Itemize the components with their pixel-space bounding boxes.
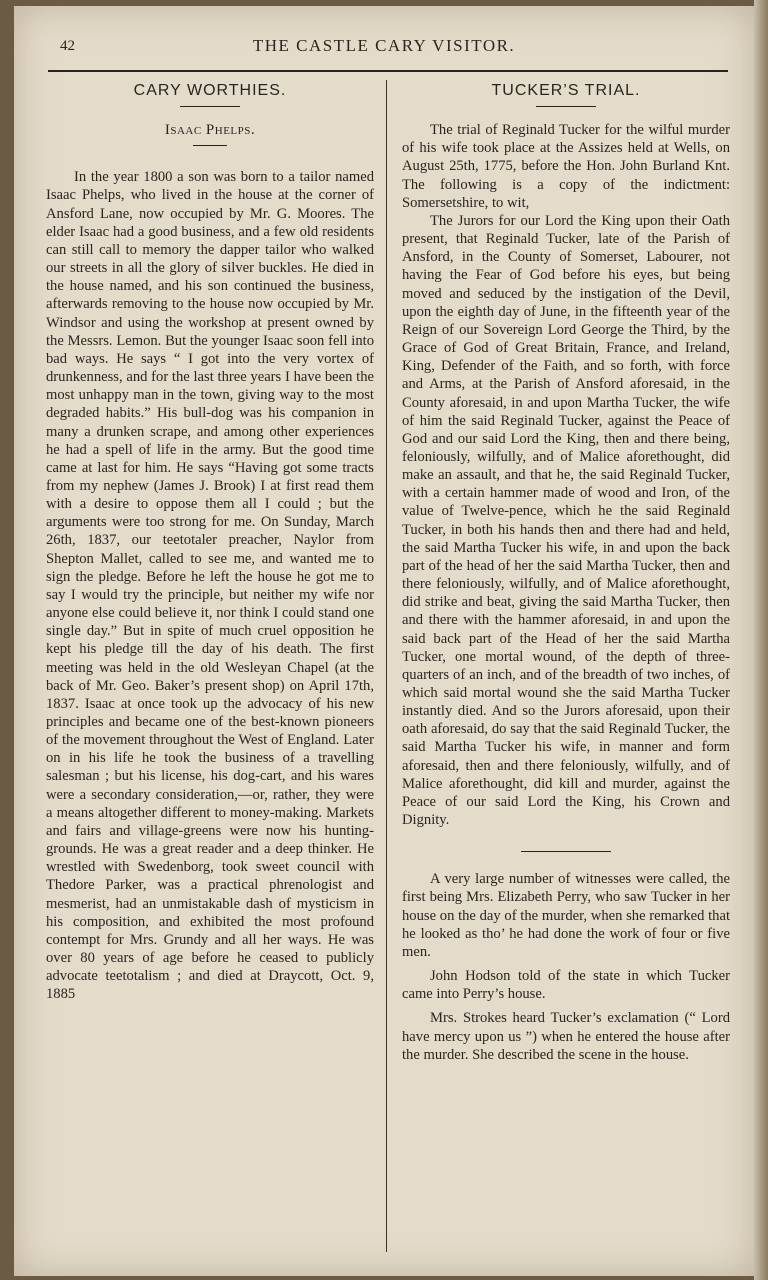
witness-paragraph: John Hodson told of the state in which Tucker came into Perry’s house. (402, 968, 730, 1003)
column-divider (386, 80, 387, 1252)
witness-paragraph: Mrs. Strokes heard Tucker’s exclamation (“ Lord have mercy upon us ”) when he entered the house after the murder. She described the scene in the house. (402, 1010, 730, 1063)
page-number: 42 (60, 38, 75, 54)
heading-rule (536, 106, 596, 107)
journal-page (14, 6, 754, 1276)
article-subheading-isaac-phelps: Isaac Phelps. (164, 122, 256, 139)
section-rule (521, 851, 611, 852)
journal-title: THE CASTLE CARY VISITOR. (252, 36, 516, 55)
right-column (402, 80, 730, 1064)
article-heading-cary-worthies: CARY WORTHIES. (133, 82, 287, 99)
page-header (44, 32, 724, 66)
indictment-paragraph: The Jurors for our Lord the King upon their Oath present, that Reginald Tucker, late of the Parish of Ansford, in the County of Somerset, Labourer, not having the Fear of God before his eyes, but being moved and seduced by the instigation of the Devil, upon the eighth day of June, in the fifteenth year of the Reign of our Sovereign Lord George the Third, by the Grace of God of Great Britain, France, and Ireland, King, Defender of the Faith, and so forth, with force and Arms, at the Parish of Ansford aforesaid, in the County aforesaid, in and upon Martha Tucker, the wife of him the said Reginald Tucker, against the Peace of God and our said Lord the King, then and there being, feloniously, wilfully, and of Malice aforethought, did make an assault, and that he, the said Reginald Tucker, with a certain hammer made of wood and Iron, of the value of Twelve-pence, which he the said Reginald Tucker, in both his hands then and there had and held, the said Martha Tucker his wife, in and upon the back part of the head of her the said Martha Tucker, then and there feloniously, wilfully, and of Malice aforethought, did strike and beat, giving the said Martha Tucker, then and there with the hammer aforesaid, in and upon the said back part of the Head of her the said Martha Tucker, one mortal wound, of the depth of three-quarters of an inch, and of the breadth of two inches, of which said mortal wound she the said Martha Tucker instantly died. And so the Jurors aforesaid, upon their oath aforesaid, do say that the said Reginald Tucker, the said Martha Tucker his wife, in manner and form aforesaid, then and there feloniously, wilfully, and of Malice aforethought, did kill and murder, against the Peace of our said Lord the King, his Crown and Dignity. (402, 212, 730, 829)
article-paragraph: The trial of Reginald Tucker for the wilful murder of his wife took place at the Assizes held at Wells, on August 25th, 1775, before the Hon. John Burland Knt. The following is a copy of the indictment: Somersetshire, to wit, (402, 122, 730, 211)
subheading-dash (193, 145, 227, 146)
witness-paragraph: A very large number of witnesses were called, the first being Mrs. Elizabeth Perry, who saw Tucker in her house on the day of the murder, when she remarked that he looked as tho’ he had done the work of four or five men. (402, 871, 730, 960)
binding-edge (754, 0, 768, 1280)
article-paragraph: In the year 1800 a son was born to a tailor named Isaac Phelps, who lived in the house at the corner of Ansford Lane, now occupied by Mr. G. Moores. The elder Isaac had a good business, and a few old residents can still call to memory the dapper tailor who walked our streets in all the glory of silver buckles. He died in the house named, and his son continued the business, afterwards removing to the house now occupied by Mr. Windsor and using the workshop at present owned by the Messrs. Lemon. But the younger Isaac soon fell into bad ways. He says “ I got into the very vortex of drunkenness, and for the last three years I have been the most unhappy man in the town, giving way to the most degraded habits.” His bull-dog was his companion in many a drunken scrape, and among other experiences he had a spell of life in the army. But the good time came at last for him. He says “Having got some tracts from my nephew (James J. Brook) I at first read them with a desire to oppose them all I could ; but the arguments were too strong for me. On Sunday, March 26th, 1837, our teetotaler preacher, Naylor from Shepton Mallet, called to see me, and wanted me to sign the pledge. Before he left the house he got me to say I would try the principle, but neither my wife nor anyone else could believe it, nor think I could stand one single day.” But in spite of much cruel opposition he kept his pledge till the day of his death. The first meeting was held in the old Wesleyan Chapel (at the back of Mr. Geo. Baker’s present shop) on April 17th, 1837. Isaac at once took up the advocacy of his new principles and became one of the best-known pioneers of the movement throughout the West of England. Later on in his life he took the business of a travelling salesman ; but his license, his dog-cart, and his wares were a secondary consideration,—or, rather, they were a means altogether different to money-making. Markets and fairs and village-greens were now his hunting-grounds. He was a great reader and a deep thinker. He wrestled with Swedenborg, took sweet council with Thedore Parker, was a practical phrenologist and mesmerist, had an unmistakable dash of mysticism in his composition, and exhibited the most profound contempt for Mrs. Grundy and all her ways. He was over 80 years of age before he ceased to publicly advocate teetotalism ; and died at Draycott, Oct. 9, 1885 (46, 169, 374, 1003)
left-column (46, 80, 374, 1004)
article-heading-tuckers-trial: TUCKER’S TRIAL. (491, 82, 641, 99)
heading-rule (180, 106, 240, 107)
header-rule (48, 70, 728, 72)
